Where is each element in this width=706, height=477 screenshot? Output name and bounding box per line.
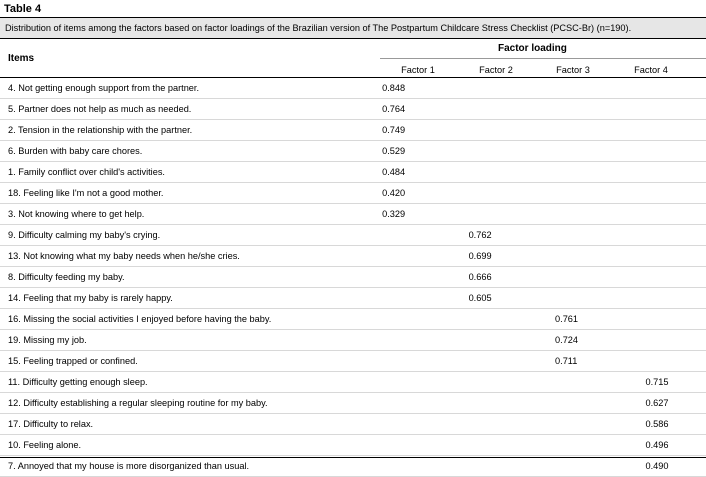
loading-value: 0.496	[646, 440, 669, 450]
factor-3-cell	[529, 246, 615, 267]
factor-4-cell	[616, 414, 706, 435]
factor-4-cell	[616, 246, 706, 267]
factor-2-cell	[443, 330, 529, 351]
factor-1-cell	[356, 99, 442, 120]
loading-value: 0.605	[469, 293, 492, 303]
factor-1-header: Factor 1	[378, 65, 458, 75]
factor-3-cell	[529, 141, 615, 162]
factor-2-cell	[443, 120, 529, 141]
factor-loading-header: Factor loading	[498, 43, 567, 54]
factor-1-cell	[356, 330, 442, 351]
table-row	[0, 372, 706, 393]
item-label: 18. Feeling like I'm not a good mother.	[0, 183, 356, 204]
factor-3-cell	[529, 204, 615, 225]
table-row	[0, 393, 706, 414]
factor-2-cell	[443, 393, 529, 414]
factor-3-cell	[529, 288, 615, 309]
loading-value: 0.764	[382, 104, 405, 114]
factor-4-cell	[616, 225, 706, 246]
table-row	[0, 267, 706, 288]
table-row	[0, 204, 706, 225]
loading-value: 0.848	[382, 83, 405, 93]
factor-4-cell	[616, 288, 706, 309]
loading-value: 0.715	[646, 377, 669, 387]
item-label: 16. Missing the social activities I enjoyed before having the baby.	[0, 309, 356, 330]
factor-2-cell	[443, 351, 529, 372]
factor-1-cell	[356, 78, 442, 99]
table-row	[0, 162, 706, 183]
factor-3-cell	[529, 99, 615, 120]
factor-2-cell	[443, 456, 529, 477]
items-header: Items	[8, 53, 34, 64]
factor-2-cell	[443, 141, 529, 162]
factor-4-header: Factor 4	[611, 65, 691, 75]
factor-1-cell	[356, 141, 442, 162]
factor-4-cell	[616, 99, 706, 120]
factor-1-cell	[356, 225, 442, 246]
loading-value: 0.699	[469, 251, 492, 261]
loadings-table	[0, 78, 706, 477]
factor-1-cell	[356, 435, 442, 456]
item-label: 2. Tension in the relationship with the partner.	[0, 120, 356, 141]
factor-2-cell	[443, 162, 529, 183]
factor-3-cell	[529, 435, 615, 456]
table-row	[0, 309, 706, 330]
item-label: 6. Burden with baby care chores.	[0, 141, 356, 162]
table-row	[0, 183, 706, 204]
item-label: 17. Difficulty to relax.	[0, 414, 356, 435]
factor-1-cell	[356, 351, 442, 372]
factor-1-cell	[356, 456, 442, 477]
factor-4-cell	[616, 456, 706, 477]
factor-4-cell	[616, 78, 706, 99]
factor-2-cell	[443, 435, 529, 456]
factor-3-cell	[529, 372, 615, 393]
factor-4-cell	[616, 351, 706, 372]
table-row	[0, 330, 706, 351]
table-row	[0, 414, 706, 435]
loading-value: 0.420	[382, 188, 405, 198]
factor-3-cell	[529, 393, 615, 414]
item-label: 12. Difficulty establishing a regular sleeping routine for my baby.	[0, 393, 356, 414]
factor-2-cell	[443, 78, 529, 99]
loading-value: 0.627	[646, 398, 669, 408]
item-label: 7. Annoyed that my house is more disorganized than usual.	[0, 456, 356, 477]
factor-1-cell	[356, 183, 442, 204]
loading-value: 0.484	[382, 167, 405, 177]
factor-3-cell	[529, 162, 615, 183]
factor-2-cell	[443, 267, 529, 288]
factor-3-cell	[529, 183, 615, 204]
factor-4-cell	[616, 309, 706, 330]
loadings-table-body	[0, 78, 706, 477]
table-row	[0, 456, 706, 477]
factor-2-cell	[443, 372, 529, 393]
item-label: 11. Difficulty getting enough sleep.	[0, 372, 356, 393]
table-row	[0, 435, 706, 456]
factor-1-cell	[356, 288, 442, 309]
item-label: 15. Feeling trapped or confined.	[0, 351, 356, 372]
factor-4-cell	[616, 162, 706, 183]
factor-3-cell	[529, 267, 615, 288]
loading-value: 0.529	[382, 146, 405, 156]
item-label: 4. Not getting enough support from the partner.	[0, 78, 356, 99]
item-label: 19. Missing my job.	[0, 330, 356, 351]
loading-value: 0.724	[555, 335, 578, 345]
factor-4-cell	[616, 330, 706, 351]
factor-1-cell	[356, 414, 442, 435]
table-row	[0, 141, 706, 162]
item-label: 1. Family conflict over child's activities.	[0, 162, 356, 183]
factor-1-cell	[356, 246, 442, 267]
factor-2-cell	[443, 288, 529, 309]
factor-3-cell	[529, 414, 615, 435]
header-divider	[380, 58, 706, 59]
factor-3-cell	[529, 309, 615, 330]
factor-4-cell	[616, 393, 706, 414]
item-label: 13. Not knowing what my baby needs when he/she cries.	[0, 246, 356, 267]
loading-value: 0.490	[646, 461, 669, 471]
item-label: 8. Difficulty feeding my baby.	[0, 267, 356, 288]
factor-4-cell	[616, 267, 706, 288]
factor-1-cell	[356, 372, 442, 393]
factor-2-cell	[443, 99, 529, 120]
factor-1-cell	[356, 120, 442, 141]
loading-value: 0.329	[382, 209, 405, 219]
factor-1-cell	[356, 309, 442, 330]
factor-1-cell	[356, 204, 442, 225]
table-row	[0, 78, 706, 99]
loading-value: 0.666	[469, 272, 492, 282]
loading-value: 0.749	[382, 125, 405, 135]
loading-value: 0.761	[555, 314, 578, 324]
table-caption: Distribution of items among the factors based on factor loadings of the Brazilian version of The Postpartum Childcare Stress Checklist (PCSC-Br) (n=190).	[0, 17, 706, 39]
factor-1-cell	[356, 162, 442, 183]
factor-4-cell	[616, 141, 706, 162]
table-row	[0, 288, 706, 309]
factor-4-cell	[616, 435, 706, 456]
table-row	[0, 351, 706, 372]
item-label: 14. Feeling that my baby is rarely happy.	[0, 288, 356, 309]
item-label: 5. Partner does not help as much as needed.	[0, 99, 356, 120]
factor-4-cell	[616, 204, 706, 225]
factor-2-cell	[443, 309, 529, 330]
factor-3-cell	[529, 78, 615, 99]
factor-4-cell	[616, 372, 706, 393]
factor-4-cell	[616, 183, 706, 204]
factor-2-cell	[443, 183, 529, 204]
factor-2-header: Factor 2	[456, 65, 536, 75]
loading-value: 0.711	[555, 356, 577, 366]
factor-1-cell	[356, 393, 442, 414]
item-label: 9. Difficulty calming my baby's crying.	[0, 225, 356, 246]
factor-4-cell	[616, 120, 706, 141]
factor-3-cell	[529, 456, 615, 477]
table-label: Table 4	[4, 3, 41, 15]
item-label: 10. Feeling alone.	[0, 435, 356, 456]
table-row	[0, 99, 706, 120]
factor-3-cell	[529, 225, 615, 246]
factor-2-cell	[443, 414, 529, 435]
item-label: 3. Not knowing where to get help.	[0, 204, 356, 225]
factor-2-cell	[443, 225, 529, 246]
table-row	[0, 120, 706, 141]
table-row	[0, 246, 706, 267]
factor-3-cell	[529, 330, 615, 351]
factor-2-cell	[443, 204, 529, 225]
loading-value: 0.762	[469, 230, 492, 240]
factor-3-header: Factor 3	[533, 65, 613, 75]
table-row	[0, 225, 706, 246]
factor-2-cell	[443, 246, 529, 267]
factor-1-cell	[356, 267, 442, 288]
table-bottom-rule	[0, 457, 706, 458]
factor-3-cell	[529, 120, 615, 141]
loading-value: 0.586	[646, 419, 669, 429]
factor-3-cell	[529, 351, 615, 372]
